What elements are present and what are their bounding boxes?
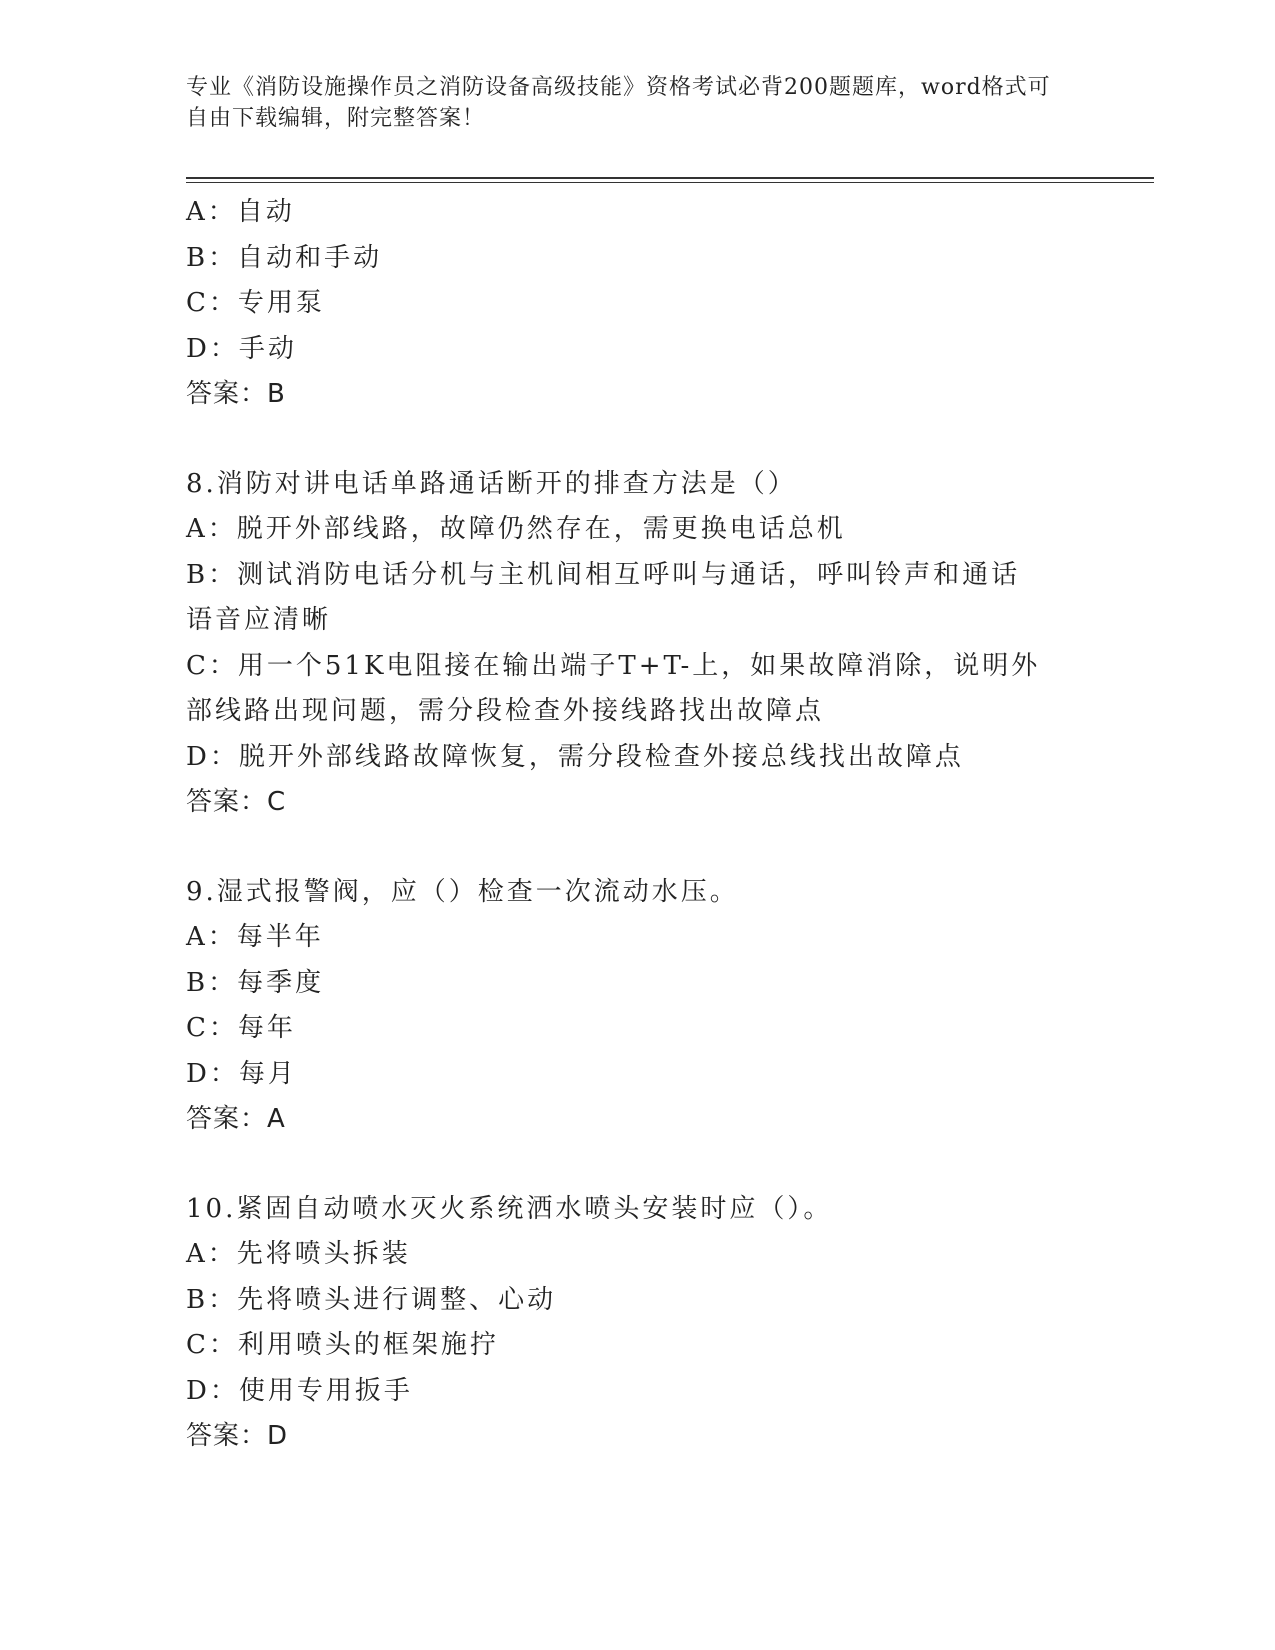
option-d: D：每月 <box>186 1058 297 1089</box>
option-a: A：先将喷头拆装 <box>186 1239 411 1269</box>
option-c: C：专用泵 <box>186 288 325 318</box>
answer-line: 答案：D <box>186 1421 289 1451</box>
question-stem: 10.紧固自动喷水灭火系统洒水喷头安装时应（）。 <box>186 1193 833 1224</box>
header-divider-thin <box>186 182 1154 183</box>
option-b: B：先将喷头进行调整、心动 <box>186 1284 557 1315</box>
option-b: B：每季度 <box>186 967 325 998</box>
answer-line: 答案：B <box>186 379 286 409</box>
question-gap <box>186 826 1086 870</box>
question-block <box>186 190 1086 418</box>
question-stem: 9.湿式报警阀，应（）检查一次流动水压。 <box>186 876 739 907</box>
question-block <box>186 870 1086 1143</box>
option-b: B：自动和手动 <box>186 242 383 273</box>
document-header: 专业《消防设施操作员之消防设备高级技能》资格考试必背200题题库，word格式可自由下载编辑，附完整答案！ <box>186 75 1051 131</box>
option-c: C：用一个51K电阻接在输出端子T+T-上，如果故障消除，说明外部线路出现问题，需分段检查外接线路找出故障点 <box>186 650 1041 726</box>
answer-line: 答案：C <box>186 787 287 817</box>
option-a: A：自动 <box>186 197 295 227</box>
option-a: A：每半年 <box>186 922 324 952</box>
question-stem: 8.消防对讲电话单路通话断开的排查方法是（） <box>186 468 797 499</box>
option-d: D：脱开外部线路故障恢复，需分段检查外接总线找出故障点 <box>186 741 964 772</box>
question-gap <box>186 1143 1086 1187</box>
option-a: A：脱开外部线路，故障仍然存在，需更换电话总机 <box>186 514 846 544</box>
header-divider-thick <box>186 177 1154 179</box>
question-block <box>186 1187 1086 1460</box>
option-c: C：利用喷头的框架施拧 <box>186 1330 499 1360</box>
answer-line: 答案：A <box>186 1104 286 1134</box>
option-d: D：使用专用扳手 <box>186 1375 413 1406</box>
option-d: D：手动 <box>186 333 297 364</box>
option-b: B：测试消防电话分机与主机间相互呼叫与通话，呼叫铃声和通话语音应清晰 <box>186 559 1021 635</box>
question-gap <box>186 418 1086 462</box>
question-list <box>186 190 1086 1460</box>
option-c: C：每年 <box>186 1013 296 1043</box>
question-block <box>186 462 1086 826</box>
